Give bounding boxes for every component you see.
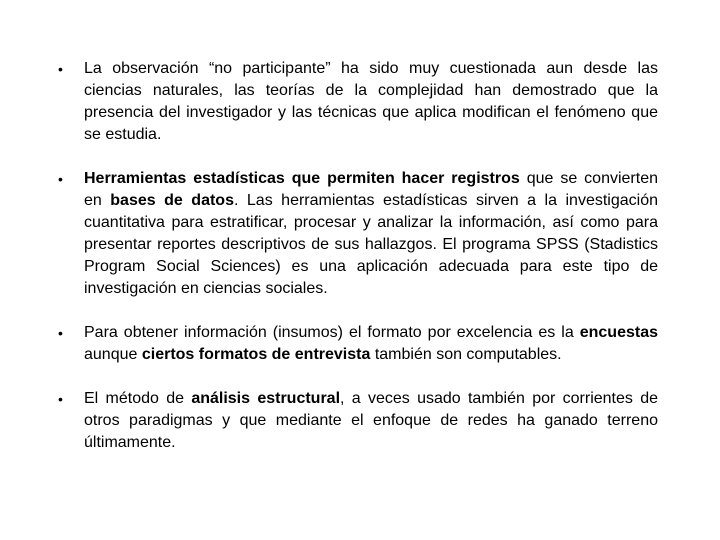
bullet-text-bold: encuestas: [579, 324, 658, 341]
bullet-text-bold: análisis estructural: [191, 390, 341, 407]
bullet-text-bold: ciertos formatos de entrevista: [141, 346, 371, 363]
bullet-text: Para obtener información (insumos) el formato por excelencia es la: [84, 324, 580, 341]
bullet-text: El método de: [84, 390, 192, 407]
bullet-text-bold: bases de datos: [110, 192, 234, 209]
bullet-text: La observación “no participante” ha sido muy cuestionada aun desde las ciencias naturales, las teorías de la complejidad han demostrado que la presencia del investigador y las técnicas que aplica modifican el fenómeno que se estudia.: [84, 60, 658, 143]
bullet-item-observacion: [58, 58, 658, 146]
bullet-text-bold: Herramientas estadísticas que permiten hacer registros: [84, 170, 520, 187]
bullet-item-herramientas: [58, 168, 658, 300]
bullet-icon: •: [58, 391, 63, 407]
bullet-list: [58, 58, 658, 454]
bullet-icon: •: [58, 61, 63, 77]
bullet-text: también son computables.: [370, 346, 562, 363]
bullet-item-informacion: [58, 322, 658, 366]
bullet-text: . Las herramientas estadísticas sirven a la investigación cuantitativa para estratificar, procesar y analizar la información, así como para presentar reportes descriptivos de sus hallazgos. El programa SPSS (Stadistics Program Social Sciences) es una aplicación adecuada para este tipo de investigación en ciencias sociales.: [84, 192, 658, 297]
bullet-item-analisis: [58, 388, 658, 454]
bullet-text: que se convierten en: [84, 170, 658, 209]
bullet-text: aunque: [84, 346, 142, 363]
bullet-icon: •: [58, 325, 63, 341]
bullet-text: , a veces usado también por corrientes de otros paradigmas y que mediante el enfoque de redes ha ganado terreno últimamente.: [84, 390, 659, 451]
bullet-icon: •: [58, 171, 63, 187]
